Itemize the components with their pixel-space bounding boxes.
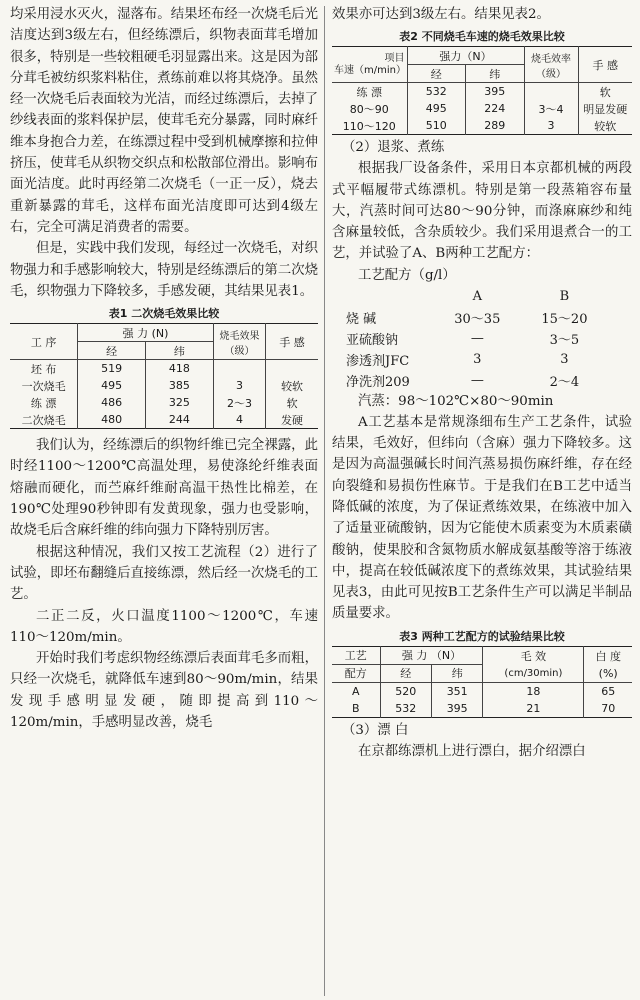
- recipe-col-b: B: [559, 288, 570, 304]
- table-cell: 395: [431, 700, 482, 718]
- table-cell: 486: [78, 394, 146, 411]
- table-header: 配方: [344, 667, 367, 681]
- recipe-table: [344, 286, 608, 391]
- table-cell: 3～4: [524, 100, 578, 117]
- paragraph: 均采用浸水灭火，湿落布。结果坯布经一次烧毛后光洁度达到3级左右，但经练漂后，织物表面茸毛增加很多，特别是一些较粗硬毛羽显露出来。这是因为部分茸毛被纺织浆料粘住，煮练前难以将其烧净。虽然经一次烧毛后表面较为光洁，而经过练漂后，去掉了纱线表面的浆料保护层，使茸毛充分暴露，同时麻纤维本身抱合力差，在练漂过程中受到机械摩擦和拉伸挤压，使茸毛从织物交织点和松散部位滑出。影响布面光洁度。此时再经第二次烧毛（一正一反），烧去重新暴露的茸毛，这样布面光洁度即可达到4级左右，完全可满足消费者的需要。: [10, 7, 318, 235]
- recipe-item: 渗透剂JFC: [346, 353, 410, 369]
- table-cell: 395: [465, 83, 524, 101]
- table-cell: [524, 83, 578, 101]
- table-header: (%): [584, 664, 632, 682]
- table-cell: 351: [431, 682, 482, 700]
- table-header: 经: [78, 342, 146, 360]
- recipe-value: 3～5: [549, 332, 580, 348]
- table-cell: 224: [465, 100, 524, 117]
- table-cell: 软: [266, 394, 318, 411]
- table-cell: 289: [465, 117, 524, 135]
- paragraph: A工艺基本是常规涤细布生产工艺条件，试验结果，毛效好，但纬向（含麻）强力下降较多。这是因为高温强碱长时间汽蒸易损伤麻纤维，存在经向裂缝和易损伤性麻节。于是我们在B工艺中适当降低碱的浓度，为了保证煮练效果，在练液中加入了适量亚硫酸钠，因为它能使木质素变为木质素磺酸钠，使果胶和含氮物质水解成氨基酸等溶于练液中，提高在较低碱浓度下的煮练效果，其试验结果见表3，由此可见按B工艺条件生产可以满足半制品质量要求。: [332, 414, 632, 622]
- table-cell: 519: [78, 360, 146, 378]
- table-header: 毛 效: [483, 646, 584, 664]
- table-cell: A: [351, 684, 360, 698]
- recipe-value: 15～20: [541, 311, 588, 327]
- recipe-value: —: [470, 330, 484, 346]
- table-cell: 4: [213, 411, 265, 429]
- table3: [332, 646, 632, 718]
- table-cell: 532: [380, 700, 431, 718]
- table-cell: 一次烧毛: [21, 379, 66, 393]
- table-cell: 软: [578, 83, 632, 101]
- right-column: [332, 4, 632, 762]
- table-cell: 发硬: [266, 411, 318, 429]
- table-cell: 510: [407, 117, 465, 135]
- table-header: 纬: [465, 65, 524, 83]
- table-cell: 2～3: [213, 394, 265, 411]
- table1: [10, 323, 318, 429]
- table-header: 手 感: [578, 47, 632, 83]
- table-header: 工 序: [30, 335, 57, 349]
- table-cell: 418: [146, 360, 214, 378]
- table-cell: B: [351, 701, 360, 715]
- table-header: 烧毛效果（级）: [213, 324, 265, 360]
- table-cell: 110～120: [342, 119, 396, 133]
- table-header: [332, 47, 407, 83]
- recipe-col-a: A: [472, 288, 482, 304]
- recipe-value: —: [470, 372, 484, 388]
- table-cell: 练 漂: [356, 85, 382, 99]
- recipe-header-blank: [344, 286, 434, 307]
- recipe-title: 工艺配方（g/l）: [358, 267, 456, 283]
- recipe-value: 3: [560, 351, 569, 367]
- recipe-item: 净洗剂209: [346, 374, 410, 390]
- paragraph: 开始时我们考虑织物经练漂后表面茸毛多而粗，只经一次烧毛，就降低车速到80～90m/min，结果发现手感明显发硬，随即提高到110～120m/min，手感明显改善，烧毛: [10, 651, 318, 731]
- table-cell: 325: [146, 394, 214, 411]
- table-cell: 较软: [266, 377, 318, 394]
- table-header: 烧毛效率（级）: [524, 47, 578, 83]
- section-heading: （3）漂 白: [342, 722, 409, 738]
- recipe-item: 亚硫酸钠: [346, 332, 399, 348]
- paragraph: 根据这种情况，我们又按工艺流程（2）进行了试验，即坯布翻缝后直接练漂，然后经一次烧毛的工艺。: [10, 544, 318, 603]
- table-header: 工艺: [332, 646, 380, 664]
- recipe-value: 2～4: [549, 374, 580, 390]
- table-cell: [266, 360, 318, 378]
- table-cell: 80～90: [349, 102, 389, 116]
- table-header: 纬: [146, 342, 214, 360]
- table-cell: 244: [146, 411, 214, 429]
- table-cell: 3: [524, 117, 578, 135]
- table-cell: 二次烧毛: [21, 413, 66, 427]
- paragraph: 但是，实践中我们发现，每经过一次烧毛，对织物强力和手感影响较大，特别是经练漂后的第二次烧毛，织物强力下降较多，手感发硬，其结果见表1。: [10, 241, 318, 299]
- section-heading: （2）退浆、煮练: [342, 140, 445, 156]
- table-header: 白 度: [584, 646, 632, 664]
- paragraph: 二正二反，火口温度1100～1200℃，车速110～120m/min。: [10, 608, 318, 645]
- paragraph: 我们认为，经练漂后的织物纤维已完全裸露，此时经1100～1200℃高温处理，易使涤纶纤维表面熔融而硬化，而苎麻纤维耐高温干热性比棉差，在190℃处理90秒钟即有发黄现象，强力也受影响，故烧毛后含麻纤维的纬向强力下降特别厉害。: [10, 438, 318, 539]
- table-cell: 21: [483, 700, 584, 718]
- table-cell: [213, 360, 265, 378]
- table-header: 强 力 （N）: [380, 646, 483, 664]
- table-cell: 480: [78, 411, 146, 429]
- table-header-item: 项目: [384, 52, 405, 64]
- paragraph: 效果亦可达到3级左右。结果见表2。: [332, 7, 550, 22]
- table3-caption: 表3 两种工艺配方的试验结果比较: [399, 629, 565, 643]
- table-header: 经: [407, 65, 465, 83]
- table1-caption: 表1 二次烧毛效果比较: [108, 307, 220, 321]
- table2-caption: 表2 不同烧毛车速的烧毛效果比较: [399, 30, 565, 44]
- steam-condition: 汽蒸：98～102℃×80～90min: [358, 393, 554, 409]
- table-cell: 495: [78, 377, 146, 394]
- table-cell: 70: [584, 700, 632, 718]
- table-header: 经: [380, 664, 431, 682]
- table-header: 手 感: [266, 324, 318, 360]
- recipe-value: 30～35: [454, 311, 501, 327]
- table-cell: 较软: [578, 117, 632, 135]
- table-cell: 65: [584, 682, 632, 700]
- table-cell: 385: [146, 377, 214, 394]
- table-cell: 532: [407, 83, 465, 101]
- table-cell: 练 漂: [30, 396, 57, 410]
- paragraph: 在京都练漂机上进行漂白，据介绍漂白: [358, 743, 586, 759]
- left-column: [10, 4, 318, 733]
- table-cell: 495: [407, 100, 465, 117]
- table-cell: 坯 布: [30, 362, 57, 376]
- paragraph: 根据我厂设备条件，采用日本京都机械的两段式平幅履带式练漂机。特别是第一段蒸箱容布量大，汽蒸时间可达80～90分钟，而涤麻麻纱和纯含麻量较低，含杂质较少。我们采用退煮合一的工艺，并试验了A、B两种工艺配方：: [332, 161, 632, 262]
- recipe-item: 烧 碱: [346, 311, 377, 327]
- table-cell: 520: [380, 682, 431, 700]
- table-header: 强 力 (N): [78, 324, 214, 342]
- table2: [332, 46, 632, 135]
- table-header: 纬: [431, 664, 482, 682]
- table-header-speed: 车速（m/min）: [334, 64, 406, 76]
- column-divider: [324, 6, 325, 996]
- table-header: 强力（N）: [407, 47, 524, 65]
- table-cell: 3: [213, 377, 265, 394]
- table-cell: 明显发硬: [578, 100, 632, 117]
- table-cell: 18: [483, 682, 584, 700]
- table-header: (cm/30min): [483, 664, 584, 682]
- recipe-value: 3: [473, 351, 482, 367]
